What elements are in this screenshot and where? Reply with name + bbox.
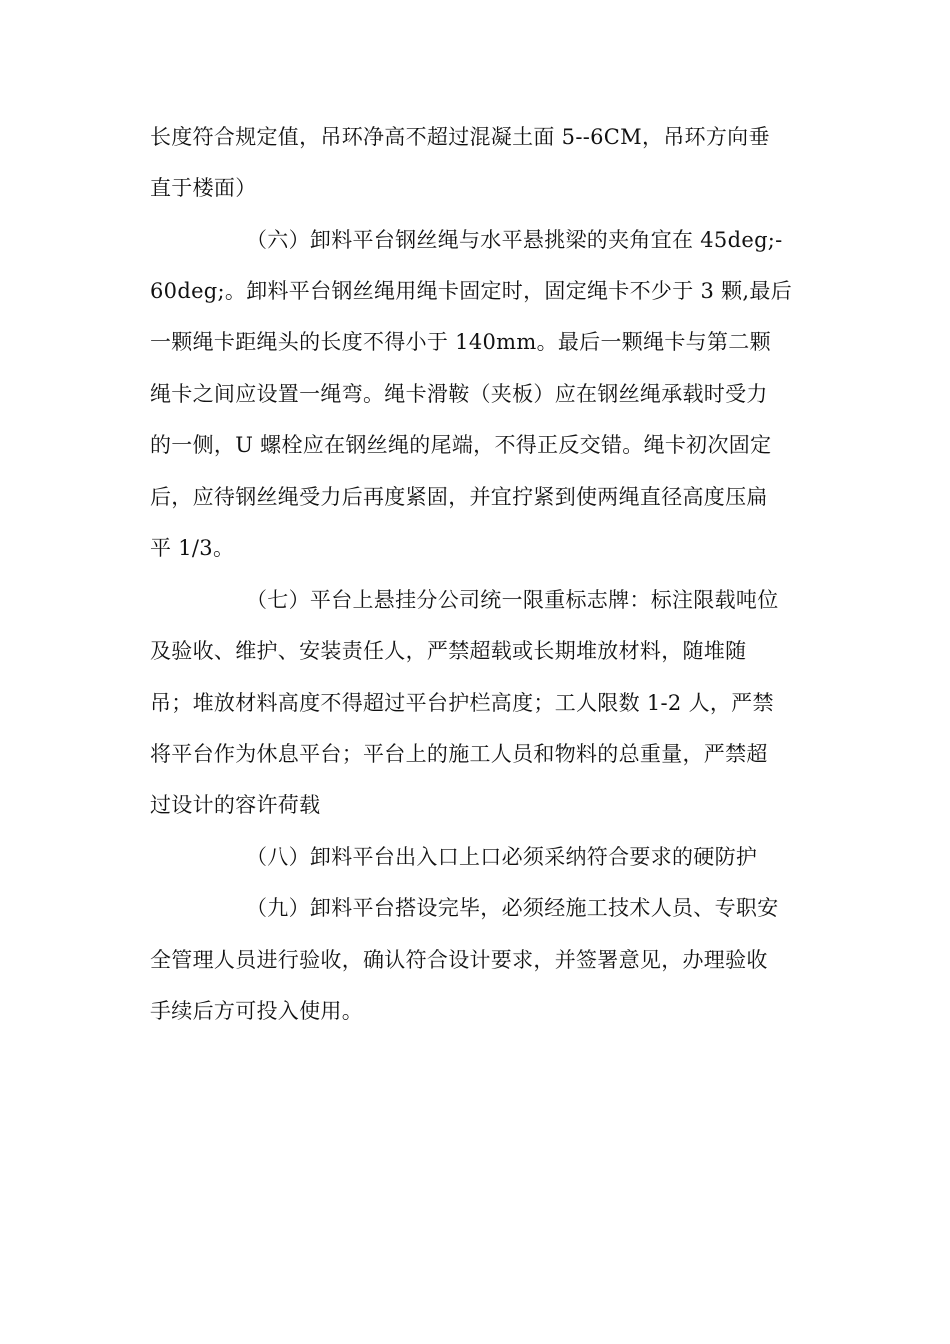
text-line: 手续后方可投入使用。 [150, 999, 363, 1023]
text-line: 吊；堆放材料高度不得超过平台护栏高度；工人限数 1-2 人，严禁 [150, 691, 774, 715]
section-7-heading-line: （七）平台上悬挂分公司统一限重标志牌：标注限载吨位 [246, 588, 779, 612]
text-line: 将平台作为休息平台；平台上的施工人员和物料的总重量，严禁超 [150, 742, 768, 766]
section-9-heading-line: （九）卸料平台搭设完毕，必须经施工技术人员、专职安 [246, 896, 779, 920]
text-line: 绳卡之间应设置一绳弯。绳卡滑鞍（夹板）应在钢丝绳承载时受力 [150, 382, 768, 406]
text-line: 及验收、维护、安装责任人，严禁超载或长期堆放材料，随堆随 [150, 639, 747, 663]
text-line: 平 1/3。 [150, 536, 235, 560]
text-line: 的一侧，U 螺栓应在钢丝绳的尾端，不得正反交错。绳卡初次固定 [150, 433, 772, 457]
text-line: 一颗绳卡距绳头的长度不得小于 140mm。最后一颗绳卡与第二颗 [150, 330, 771, 354]
section-8-heading-line: （八）卸料平台出入口上口必须采纳符合要求的硬防护 [246, 845, 758, 869]
section-6-heading-line: （六）卸料平台钢丝绳与水平悬挑梁的夹角宜在 45deg;- [246, 228, 783, 252]
text-line: 60deg;。卸料平台钢丝绳用绳卡固定时，固定绳卡不少于 3 颗,最后 [150, 279, 792, 303]
text-line: 后，应待钢丝绳受力后再度紧固，并宜拧紧到使两绳直径高度压扁 [150, 485, 768, 509]
text-line: 全管理人员进行验收，确认符合设计要求，并签署意见，办理验收 [150, 948, 768, 972]
text-line: 直于楼面） [150, 176, 257, 200]
text-line: 过设计的容许荷载 [150, 793, 321, 817]
text-line: 长度符合规定值，吊环净高不超过混凝土面 5--6CM，吊环方向垂 [150, 125, 770, 149]
